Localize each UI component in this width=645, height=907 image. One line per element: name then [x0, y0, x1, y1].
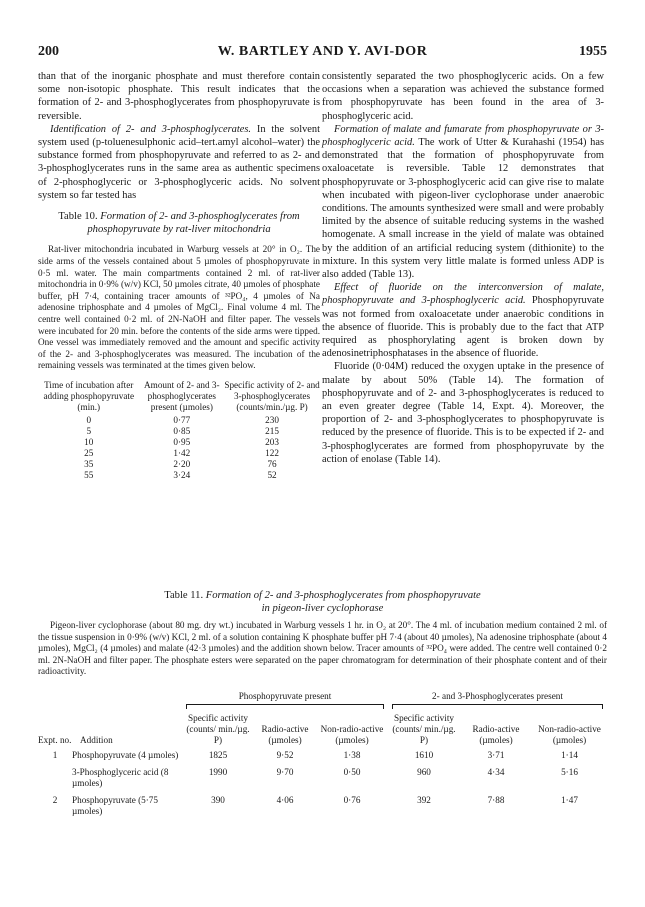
- table-row: [38, 448, 320, 459]
- table11-group-phosphoglycerates: [388, 691, 607, 709]
- table10-cell: 215: [265, 425, 279, 436]
- table-row: [38, 415, 320, 426]
- table11-cell: [38, 767, 72, 795]
- table11: [38, 691, 607, 817]
- left-para-2: [38, 123, 320, 202]
- group-header-label: Phosphopyruvate present: [238, 691, 332, 701]
- table11-description: Pigeon-liver cyclophorase (about 80 mg. dry wt.) incubated in Warburg vessels 1 hr. in O₂ at 20°. The 4 ml. of incubation medium contained 2 ml. of the tissue suspension in 0·9% (w/v) KCl, 2 ml. of a solution containing K phosphate buffer pH 7·4 (about 40 µmoles), Na adenosine triphosphate (about 4 µmoles), MgCl₂ (4 µmoles) and malate (42·3 µmoles) and the addition shown below. Tracer amounts of ³²PO₄ were added. The centre well contained 0·2 ml. 2N-NaOH and filter paper. The phosphate esters were separated on the paper chromatogram for determination of their phosphate content and of their radioactivity.: [38, 620, 607, 677]
- table10-cell: 0·77: [173, 414, 191, 425]
- identification-body: In the solvent system used (p-toluenesulphonic acid–tert.amyl alcohol–water) the substance formed from phosphopyruvate and referred to as 2- and 3-phosphoglycerates runs in the same area as authentic specimens of 2-phosphoglyceric or 3-phosphoglyceric acids. No solvent system so far tested has: [38, 123, 320, 201]
- table10-caption: [38, 210, 320, 236]
- table11-cell: 1990: [208, 767, 228, 777]
- right-para-2: [322, 123, 604, 281]
- malate-body: The work of Utter & Kurahashi (1954) has demonstrated that the formation of phosphopyruvate from oxaloacetate is reversible. Table 12 demonstrates that phosphopyruvate or 3-phosphoglyceric acid can give rise to malate when incubated with pigeon-liver cyclophorase under anaerobic conditions. The amounts synthesized were small and were probably limited by the absence of suitable reducing systems in the washed homogenate. A small increase in the yield of malate was obtained by the addition of an artificial reducing system (dithionite) to the mixture. In this system very little malate is formed unless ADP is also added (Table 13).: [322, 137, 604, 281]
- fluoride-body: Phosphopyruvate was not formed from oxaloacetate under anaerobic conditions in the absence of fluoride. This is probably due to the fact that ATP required as phosphorylating agent is broken down by adenosinetriphosphatases in the absence of fluoride.: [322, 295, 605, 360]
- table11-cell: 4·34: [487, 767, 505, 777]
- table10-cell: 0: [86, 414, 92, 425]
- table11-cell: 7·88: [487, 795, 505, 805]
- malate-heading: Formation of malate and fumarate from phosphopyruvate or 3-phosphoglyceric acid.: [322, 123, 604, 149]
- table10-cell: 203: [265, 436, 279, 447]
- table11-cell: 9·70: [276, 767, 294, 777]
- table11-title-line2: in pigeon-liver cyclophorase: [261, 603, 384, 615]
- table11-cell: 1·47: [561, 795, 578, 805]
- table11-header-nonradio2: Non-radio-active (µmoles): [538, 724, 601, 745]
- table-row: [38, 470, 320, 481]
- table11-cell: 1610: [414, 750, 434, 760]
- table11-header-addition: Addition: [80, 735, 113, 745]
- journal-year: 1955: [579, 44, 607, 59]
- table11-cell: 5·16: [561, 767, 578, 777]
- table10-cell: 0·85: [173, 425, 191, 436]
- identification-heading: Identification of 2- and 3-phosphoglycerates.: [50, 123, 251, 135]
- fluoride-heading: Effect of fluoride on the interconversion of malate, phosphopyruvate and 3-phosphoglyceric acid.: [322, 282, 604, 307]
- table11-header-row: [38, 709, 607, 750]
- table11-caption: [38, 589, 607, 616]
- table11-header-nonradio1: Non-radio-active (µmoles): [320, 724, 384, 745]
- table10-title: Formation of 2- and 3-phosphoglycerates from phosphopyruvate by rat-liver mitochondria: [87, 211, 300, 236]
- table10-label: Table 10.: [58, 211, 98, 223]
- table10-header-activity: Specific activity of 2- and 3-phosphoglycerates (counts/min./µg. P): [224, 379, 320, 412]
- table10-header-time: Time of incubation after adding phosphopyruvate (min.): [43, 379, 135, 412]
- table10-header-amount: Amount of 2- and 3-phosphoglycerates present (µmoles): [144, 379, 220, 412]
- table10-cell: 0·95: [173, 436, 191, 447]
- table11-cell: 1·14: [561, 750, 578, 760]
- table11-cell: 0·50: [343, 767, 361, 777]
- table-row: [38, 767, 607, 795]
- table-row: [38, 795, 607, 817]
- table10-cell: 122: [265, 447, 279, 458]
- table11-cell: 390: [211, 795, 225, 805]
- table11-cell: 3·71: [487, 750, 505, 760]
- table11-cell: 4·06: [276, 795, 294, 805]
- table11-group-phosphopyruvate: [182, 691, 388, 709]
- table11-cell: 1: [52, 750, 58, 760]
- table11-cell: 3-Phosphoglyceric acid (8 µmoles): [72, 767, 169, 788]
- table11-header-radio1: Radio-active (µmoles): [261, 724, 309, 745]
- left-column: [38, 70, 320, 481]
- table11-header-radio2: Radio-active (µmoles): [472, 724, 520, 745]
- table10-cell: 25: [84, 447, 94, 458]
- table11-cell: 9·52: [276, 750, 294, 760]
- table11-header-sa2: Specific activity (counts/ min./µg. P): [392, 713, 456, 745]
- left-para-1: than that of the inorganic phosphate and must therefore contain some non-isotopic phosphate. This result indicates that the formation of 2- and 3-phosphoglycerates from phosphopyruvate is reversible.: [38, 71, 320, 122]
- table10: [38, 380, 320, 481]
- running-title: W. BARTLEY AND Y. AVI-DOR: [217, 44, 428, 59]
- table10-cell: 52: [267, 469, 277, 480]
- table11-cell: 2: [52, 795, 58, 805]
- table11-header-expt: Expt. no.: [38, 735, 72, 745]
- group-header-label: 2- and 3-Phosphoglycerates present: [432, 691, 563, 701]
- table10-cell: 55: [84, 469, 94, 480]
- table11-header-sa1: Specific activity (counts/ min./µg. P): [186, 713, 250, 745]
- right-column: [322, 70, 604, 466]
- table11-cell: 1825: [208, 750, 228, 760]
- right-para-3: [322, 281, 604, 360]
- table11-cell: 392: [417, 795, 431, 805]
- table10-cell: 2·20: [173, 458, 191, 469]
- table10-cell: 230: [265, 414, 279, 425]
- table10-cell: 5: [86, 425, 92, 436]
- table11-group-row: [38, 691, 607, 709]
- page-number: 200: [38, 44, 59, 59]
- table11-cell: 960: [417, 767, 431, 777]
- table10-header-row: [38, 380, 320, 415]
- table10-description: Rat-liver mitochondria incubated in Warburg vessels at 20° in O₂. The side arms of the vessels contained about 5 µmoles of phosphopyruvate in 0·5 ml. water. The main compartments contained 2 ml. of rat-liver mitochondria in 0·9% (w/v) KCl, 50 µmoles citrate, 40 µmoles of phosphate buffer, pH 7·4, containing tracer amounts of ³²PO₄, 4 µmoles of Na adenosine triphosphate and 4 µmoles of MgCl₂. Final volume 4 ml. The centre well contained 0·2 ml. of 2N-NaOH and filter paper. The vessels were incubated for 20 min. before the contents of the side arms were tipped. One vessel was immediately removed and the amount and specific activity of the 2- and 3-phosphoglycerates was measured. The incubation of the remaining vessels was terminated at the times given below.: [38, 244, 320, 371]
- table10-cell: 35: [84, 458, 94, 469]
- table-row: [38, 750, 607, 767]
- table11-cell: 1·38: [343, 750, 361, 760]
- right-para-1: consistently separated the two phosphoglyceric acids. On a few occasions when a separation was achieved the substance formed from phosphopyruvate has been found in the area of 3-phosphoglyceric acid.: [322, 71, 604, 122]
- table11-cell: Phosphopyruvate (5·75 µmoles): [72, 795, 158, 816]
- table10-cell: 76: [267, 458, 277, 469]
- table11-label: Table 11.: [164, 590, 204, 601]
- table10-cell: 1·42: [173, 447, 191, 458]
- table11-title-line1: Formation of 2- and 3-phosphoglycerates from phosphopyruvate: [205, 590, 481, 601]
- table10-cell: 3·24: [173, 469, 191, 480]
- table11-cell: Phosphopyruvate (4 µmoles): [72, 750, 179, 760]
- table-row: [38, 437, 320, 448]
- table-row: [38, 459, 320, 470]
- table10-cell: 10: [84, 436, 94, 447]
- table-row: [38, 426, 320, 437]
- table11-cell: 0·76: [343, 795, 361, 805]
- right-para-4: Fluoride (0·04M) reduced the oxygen uptake in the presence of malate by about 50% (Table 14). The formation of phosphopyruvate and of 2- and 3-phosphoglycerates is reduced to an even greater degree (Table 14, Expt. 4). Moreover, the proportion of 2- and 3-phosphoglycerates to phosphopyruvate is reduced by the presence of fluoride. This is to be expected if 2- and 3-phosphoglycerates are formed from phosphopyruvate by the action of enolase (Table 14).: [322, 361, 604, 465]
